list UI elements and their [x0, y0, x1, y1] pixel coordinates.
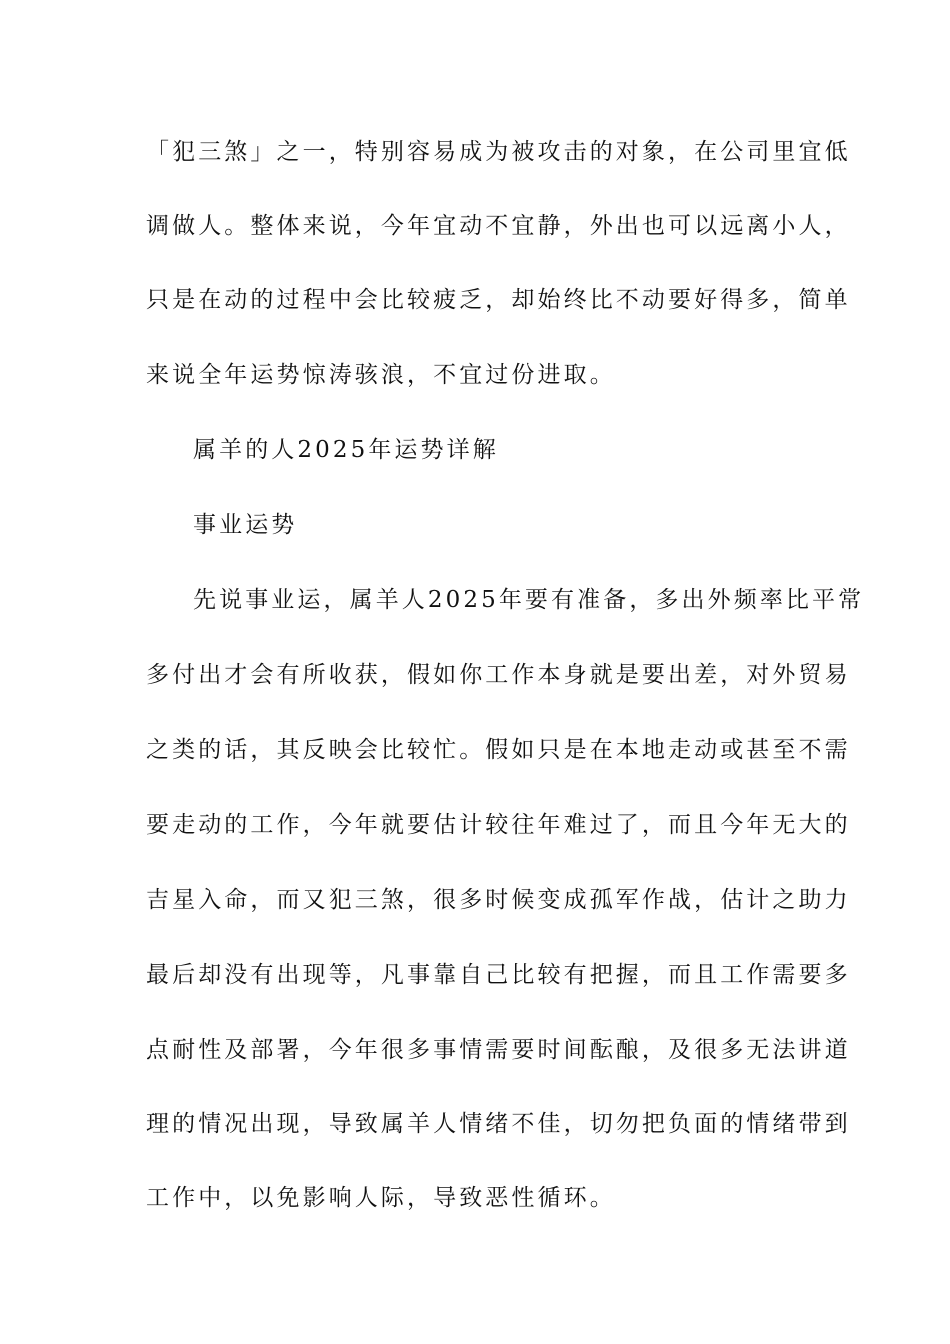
paragraph-line: 调做人。整体来说，今年宜动不宜静，外出也可以远离小人，: [146, 213, 851, 239]
paragraph-line: 最后却没有出现等，凡事靠自己比较有把握，而且工作需要多: [146, 962, 851, 988]
subsection-heading: 事业运势: [193, 512, 298, 538]
paragraph-line: 多付出才会有所收获，假如你工作本身就是要出差，对外贸易: [146, 662, 851, 688]
paragraph-line: 工作中，以免影响人际，导致恶性循环。: [146, 1185, 616, 1211]
paragraph-line: 先说事业运，属羊人2025年要有准备，多出外频率比平常: [193, 587, 865, 613]
paragraph-line: 只是在动的过程中会比较疲乏，却始终比不动要好得多，简单: [146, 287, 851, 313]
paragraph-line: 理的情况出现，导致属羊人情绪不佳，切勿把负面的情绪带到: [146, 1111, 851, 1137]
paragraph-line: 要走动的工作，今年就要估计较往年难过了，而且今年无大的: [146, 812, 851, 838]
paragraph-line: 来说全年运势惊涛骇浪，不宜过份进取。: [146, 362, 616, 388]
paragraph-line: 点耐性及部署，今年很多事情需要时间酝酿，及很多无法讲道: [146, 1037, 851, 1063]
paragraph-line: 吉星入命，而又犯三煞，很多时候变成孤军作战，估计之助力: [146, 887, 851, 913]
paragraph-line: 之类的话，其反映会比较忙。假如只是在本地走动或甚至不需: [146, 737, 851, 763]
section-heading: 属羊的人2025年运势详解: [193, 437, 499, 463]
paragraph-line: 「犯三煞」之一，特别容易成为被攻击的对象，在公司里宜低: [146, 139, 851, 165]
